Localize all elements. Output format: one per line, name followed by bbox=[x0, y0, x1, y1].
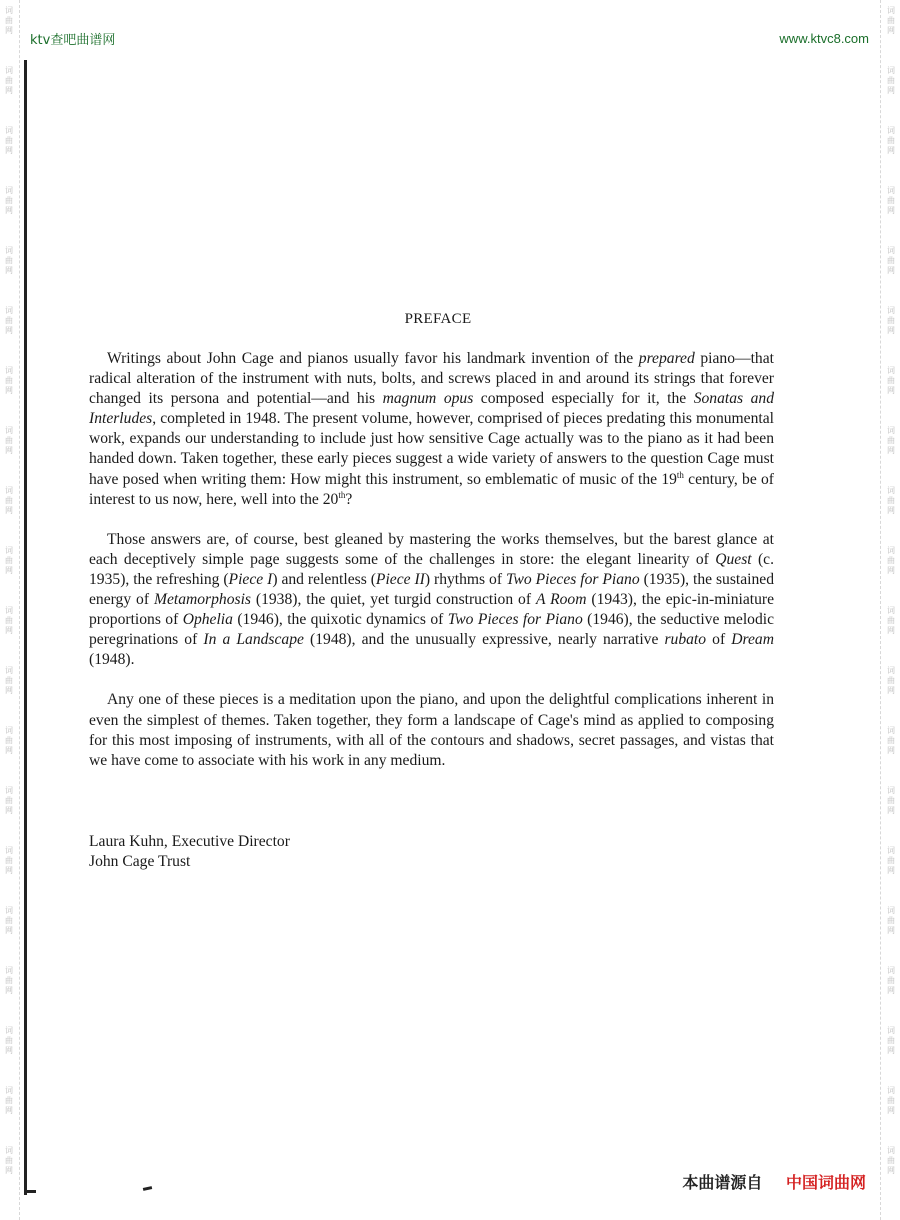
watermark-stamp bbox=[884, 600, 898, 660]
watermark-glyph: 词 bbox=[5, 666, 13, 675]
watermark-glyph: 网 bbox=[887, 866, 895, 875]
watermark-glyph: 曲 bbox=[5, 76, 13, 85]
preface-paragraph bbox=[89, 690, 774, 770]
watermark-glyph: 词 bbox=[887, 126, 895, 135]
watermark-stamp bbox=[884, 180, 898, 240]
italic-title: Dream bbox=[731, 631, 774, 649]
watermark-glyph: 网 bbox=[887, 386, 895, 395]
watermark-stamp bbox=[2, 600, 16, 660]
watermark-glyph: 词 bbox=[887, 906, 895, 915]
watermark-glyph: 词 bbox=[5, 1086, 13, 1095]
watermark-stamp bbox=[884, 60, 898, 120]
text-run: (1948), and the unusually expressive, nearly narrative bbox=[303, 631, 665, 649]
scan-binding-foot bbox=[24, 1190, 36, 1193]
watermark-stamp bbox=[884, 1080, 898, 1140]
left-margin-guide bbox=[19, 0, 20, 1220]
right-watermark-column bbox=[884, 0, 898, 1220]
footer-source-label: 本曲谱源自 bbox=[682, 1173, 763, 1192]
watermark-glyph: 词 bbox=[5, 906, 13, 915]
ordinal-suffix: th bbox=[338, 489, 346, 500]
watermark-glyph: 曲 bbox=[887, 16, 895, 25]
watermark-glyph: 网 bbox=[887, 746, 895, 755]
watermark-glyph: 曲 bbox=[887, 316, 895, 325]
watermark-glyph: 曲 bbox=[887, 1156, 895, 1165]
watermark-stamp bbox=[884, 240, 898, 300]
watermark-glyph: 曲 bbox=[887, 916, 895, 925]
text-run: composed especially for it, the bbox=[473, 390, 694, 408]
watermark-glyph: 曲 bbox=[887, 976, 895, 985]
scan-mark bbox=[143, 1186, 152, 1191]
watermark-stamp bbox=[2, 240, 16, 300]
watermark-stamp bbox=[884, 360, 898, 420]
watermark-glyph: 词 bbox=[5, 966, 13, 975]
watermark-stamp bbox=[2, 0, 16, 60]
watermark-glyph: 网 bbox=[5, 1166, 13, 1175]
watermark-glyph: 词 bbox=[887, 666, 895, 675]
watermark-glyph: 词 bbox=[887, 966, 895, 975]
watermark-glyph: 网 bbox=[887, 806, 895, 815]
watermark-stamp bbox=[884, 0, 898, 60]
watermark-stamp bbox=[884, 660, 898, 720]
watermark-glyph: 网 bbox=[887, 686, 895, 695]
watermark-glyph: 曲 bbox=[887, 676, 895, 685]
watermark-glyph: 词 bbox=[5, 846, 13, 855]
watermark-glyph: 曲 bbox=[5, 436, 13, 445]
watermark-glyph: 网 bbox=[5, 866, 13, 875]
watermark-stamp bbox=[2, 1080, 16, 1140]
watermark-glyph: 曲 bbox=[5, 556, 13, 565]
text-run: (1935), the sustained energy of bbox=[89, 570, 775, 609]
watermark-glyph: 曲 bbox=[5, 976, 13, 985]
watermark-stamp bbox=[884, 540, 898, 600]
text-run: (1938), the quiet, yet turgid construction of bbox=[250, 591, 536, 609]
watermark-glyph: 曲 bbox=[5, 616, 13, 625]
watermark-stamp bbox=[2, 720, 16, 780]
watermark-glyph: 词 bbox=[5, 1146, 13, 1155]
italic-title: rubato bbox=[664, 631, 707, 649]
watermark-glyph: 网 bbox=[887, 86, 895, 95]
italic-title: Piece II bbox=[375, 570, 425, 588]
text-run: piano—that radical alteration of the instrument with nuts, bolts, and screws placed in and around its strings that forever changed its persona and potential—and his bbox=[89, 350, 774, 408]
watermark-stamp bbox=[884, 1140, 898, 1200]
watermark-glyph: 词 bbox=[887, 366, 895, 375]
watermark-glyph: 词 bbox=[5, 366, 13, 375]
text-run: (1946), the quixotic dynamics of bbox=[232, 611, 448, 629]
watermark-glyph: 网 bbox=[887, 206, 895, 215]
italic-title: Two Pieces for Piano bbox=[447, 611, 583, 629]
watermark-glyph: 曲 bbox=[5, 196, 13, 205]
watermark-stamp bbox=[2, 420, 16, 480]
watermark-glyph: 曲 bbox=[887, 556, 895, 565]
watermark-stamp bbox=[2, 180, 16, 240]
watermark-glyph: 词 bbox=[887, 846, 895, 855]
watermark-stamp bbox=[884, 480, 898, 540]
watermark-glyph: 网 bbox=[887, 26, 895, 35]
signature-name-title: Laura Kuhn, Executive Director bbox=[89, 833, 290, 850]
watermark-stamp bbox=[884, 120, 898, 180]
watermark-glyph: 曲 bbox=[5, 796, 13, 805]
watermark-glyph: 词 bbox=[5, 126, 13, 135]
watermark-glyph: 曲 bbox=[5, 1096, 13, 1105]
text-run: century, be of interest to us now, here, well into the 20 bbox=[89, 470, 774, 508]
watermark-glyph: 词 bbox=[887, 1086, 895, 1095]
watermark-glyph: 曲 bbox=[887, 256, 895, 265]
header-site-url[interactable]: www.ktvc8.com bbox=[779, 31, 869, 46]
watermark-stamp bbox=[2, 660, 16, 720]
watermark-stamp bbox=[884, 960, 898, 1020]
watermark-stamp bbox=[2, 1020, 16, 1080]
watermark-stamp bbox=[2, 540, 16, 600]
watermark-glyph: 网 bbox=[5, 806, 13, 815]
watermark-stamp bbox=[2, 960, 16, 1020]
watermark-glyph: 曲 bbox=[887, 736, 895, 745]
watermark-stamp bbox=[884, 420, 898, 480]
italic-title: A Room bbox=[535, 591, 587, 609]
italic-title: magnum opus bbox=[382, 390, 474, 408]
text-run: of bbox=[706, 631, 732, 649]
watermark-stamp bbox=[2, 60, 16, 120]
watermark-glyph: 网 bbox=[5, 1046, 13, 1055]
watermark-stamp bbox=[2, 120, 16, 180]
watermark-glyph: 曲 bbox=[5, 1156, 13, 1165]
watermark-glyph: 曲 bbox=[5, 1036, 13, 1045]
watermark-glyph: 词 bbox=[887, 426, 895, 435]
watermark-glyph: 词 bbox=[887, 306, 895, 315]
watermark-glyph: 网 bbox=[5, 506, 13, 515]
watermark-stamp bbox=[884, 840, 898, 900]
watermark-glyph: 网 bbox=[5, 566, 13, 575]
italic-title: Quest bbox=[715, 550, 752, 568]
watermark-stamp bbox=[2, 1140, 16, 1200]
watermark-glyph: 词 bbox=[5, 66, 13, 75]
italic-title: prepared bbox=[638, 350, 695, 367]
watermark-glyph: 曲 bbox=[5, 316, 13, 325]
watermark-glyph: 曲 bbox=[887, 436, 895, 445]
watermark-glyph: 词 bbox=[5, 246, 13, 255]
header-site-name[interactable]: ktv查吧曲谱网 bbox=[30, 33, 116, 48]
watermark-glyph: 网 bbox=[5, 686, 13, 695]
watermark-stamp bbox=[2, 480, 16, 540]
watermark-stamp bbox=[2, 900, 16, 960]
watermark-glyph: 词 bbox=[887, 726, 895, 735]
watermark-glyph: 曲 bbox=[5, 856, 13, 865]
text-run: Any one of these pieces is a meditation upon the piano, and upon the delightful complications inherent in even the simplest of themes. Taken together, they form a landscape of Cage's mind as applied to composing for this most imposing of instruments, with all of the contours and shadows, secret passages, and vistas that we have come to associate with his work in any medium. bbox=[89, 691, 774, 769]
watermark-glyph: 词 bbox=[5, 426, 13, 435]
watermark-glyph: 词 bbox=[887, 1146, 895, 1155]
watermark-glyph: 词 bbox=[887, 786, 895, 795]
watermark-stamp bbox=[884, 300, 898, 360]
page-title: PREFACE bbox=[404, 311, 472, 327]
watermark-stamp bbox=[2, 360, 16, 420]
signature-block bbox=[89, 832, 290, 872]
watermark-glyph: 词 bbox=[5, 546, 13, 555]
watermark-glyph: 网 bbox=[5, 266, 13, 275]
watermark-glyph: 词 bbox=[5, 186, 13, 195]
italic-title: Two Pieces for Piano bbox=[505, 570, 640, 588]
watermark-glyph: 词 bbox=[887, 606, 895, 615]
text-run: ) rhythms of bbox=[424, 570, 506, 588]
watermark-glyph: 网 bbox=[887, 1046, 895, 1055]
watermark-glyph: 网 bbox=[5, 26, 13, 35]
italic-title: Sonatas and Interludes bbox=[89, 390, 774, 428]
watermark-glyph: 曲 bbox=[5, 736, 13, 745]
watermark-glyph: 网 bbox=[5, 626, 13, 635]
watermark-glyph: 词 bbox=[5, 1026, 13, 1035]
watermark-stamp bbox=[2, 840, 16, 900]
watermark-glyph: 词 bbox=[5, 306, 13, 315]
watermark-stamp bbox=[884, 1020, 898, 1080]
text-run: (1943), the epic-in-miniature proportions of bbox=[89, 591, 774, 629]
watermark-glyph: 网 bbox=[5, 926, 13, 935]
watermark-glyph: 网 bbox=[887, 326, 895, 335]
italic-title: Piece I bbox=[228, 570, 273, 588]
watermark-glyph: 词 bbox=[887, 1026, 895, 1035]
watermark-stamp bbox=[884, 900, 898, 960]
text-run: (c. 1935), the refreshing ( bbox=[89, 550, 774, 588]
italic-title: In a Landscape bbox=[203, 631, 304, 649]
watermark-glyph: 曲 bbox=[5, 256, 13, 265]
watermark-glyph: 网 bbox=[5, 446, 13, 455]
watermark-glyph: 网 bbox=[5, 746, 13, 755]
scan-binding-edge bbox=[24, 60, 27, 1195]
watermark-glyph: 曲 bbox=[887, 196, 895, 205]
watermark-glyph: 曲 bbox=[5, 496, 13, 505]
watermark-glyph: 词 bbox=[5, 726, 13, 735]
watermark-stamp bbox=[2, 780, 16, 840]
watermark-stamp bbox=[884, 720, 898, 780]
watermark-glyph: 曲 bbox=[5, 136, 13, 145]
watermark-glyph: 曲 bbox=[887, 1096, 895, 1105]
watermark-glyph: 网 bbox=[5, 326, 13, 335]
watermark-glyph: 曲 bbox=[887, 616, 895, 625]
italic-title: Ophelia bbox=[182, 611, 233, 629]
watermark-glyph: 网 bbox=[887, 266, 895, 275]
watermark-glyph: 曲 bbox=[887, 856, 895, 865]
watermark-glyph: 曲 bbox=[887, 136, 895, 145]
watermark-glyph: 网 bbox=[5, 86, 13, 95]
watermark-glyph: 网 bbox=[887, 626, 895, 635]
watermark-glyph: 词 bbox=[887, 186, 895, 195]
watermark-glyph: 曲 bbox=[5, 376, 13, 385]
text-run: , completed in 1948. The present volume, however, comprised of pieces predating this monumental work, expands our understanding to include just how sensitive Cage actually was to the piano as it had been handed down. Taken together, these early pieces suggest a wide variety of answers to the question Cage must have posed when writing them: How might this instrument, so emblematic of music of the 19 bbox=[89, 410, 774, 488]
watermark-glyph: 曲 bbox=[5, 676, 13, 685]
watermark-glyph: 网 bbox=[5, 206, 13, 215]
watermark-glyph: 网 bbox=[887, 506, 895, 515]
watermark-glyph: 曲 bbox=[5, 16, 13, 25]
ordinal-suffix: th bbox=[676, 469, 684, 480]
watermark-glyph: 网 bbox=[887, 1106, 895, 1115]
watermark-glyph: 网 bbox=[5, 986, 13, 995]
watermark-glyph: 网 bbox=[5, 146, 13, 155]
watermark-glyph: 网 bbox=[5, 386, 13, 395]
watermark-glyph: 曲 bbox=[887, 376, 895, 385]
watermark-glyph: 网 bbox=[887, 986, 895, 995]
watermark-stamp bbox=[2, 300, 16, 360]
watermark-glyph: 词 bbox=[887, 246, 895, 255]
watermark-glyph: 网 bbox=[887, 446, 895, 455]
preface-body bbox=[89, 349, 774, 791]
watermark-glyph: 词 bbox=[5, 786, 13, 795]
watermark-glyph: 网 bbox=[887, 146, 895, 155]
watermark-glyph: 曲 bbox=[887, 1036, 895, 1045]
watermark-glyph: 词 bbox=[5, 486, 13, 495]
footer-site-link[interactable]: 中国词曲网 bbox=[785, 1173, 866, 1192]
watermark-glyph: 曲 bbox=[887, 496, 895, 505]
right-margin-guide bbox=[880, 0, 881, 1220]
watermark-glyph: 词 bbox=[887, 546, 895, 555]
italic-title: Metamorphosis bbox=[153, 591, 251, 609]
watermark-glyph: 词 bbox=[5, 606, 13, 615]
watermark-glyph: 网 bbox=[5, 1106, 13, 1115]
preface-paragraph bbox=[89, 349, 774, 510]
text-run: (1948). bbox=[89, 651, 135, 669]
signature-organization: John Cage Trust bbox=[89, 853, 191, 871]
watermark-glyph: 词 bbox=[887, 486, 895, 495]
watermark-glyph: 网 bbox=[887, 926, 895, 935]
watermark-glyph: 网 bbox=[887, 1166, 895, 1175]
footer-credit bbox=[682, 1170, 866, 1193]
text-run: (1946), the seductive melodic peregrinations of bbox=[89, 611, 774, 649]
watermark-glyph: 网 bbox=[887, 566, 895, 575]
preface-paragraph bbox=[89, 530, 774, 671]
watermark-glyph: 曲 bbox=[887, 76, 895, 85]
left-watermark-column bbox=[2, 0, 16, 1220]
text-run: ) and relentless ( bbox=[272, 570, 376, 588]
watermark-glyph: 词 bbox=[887, 6, 895, 15]
watermark-glyph: 曲 bbox=[887, 796, 895, 805]
watermark-glyph: 词 bbox=[5, 6, 13, 15]
text-run: Those answers are, of course, best gleaned by mastering the works themselves, but the barest glance at each deceptively simple page suggests some of the challenges in store: the elegant linearity of bbox=[89, 530, 774, 568]
watermark-stamp bbox=[884, 780, 898, 840]
watermark-glyph: 曲 bbox=[5, 916, 13, 925]
text-run: Writings about John Cage and pianos usually favor his landmark invention of the bbox=[107, 350, 639, 367]
text-run: ? bbox=[345, 490, 353, 508]
watermark-glyph: 词 bbox=[887, 66, 895, 75]
